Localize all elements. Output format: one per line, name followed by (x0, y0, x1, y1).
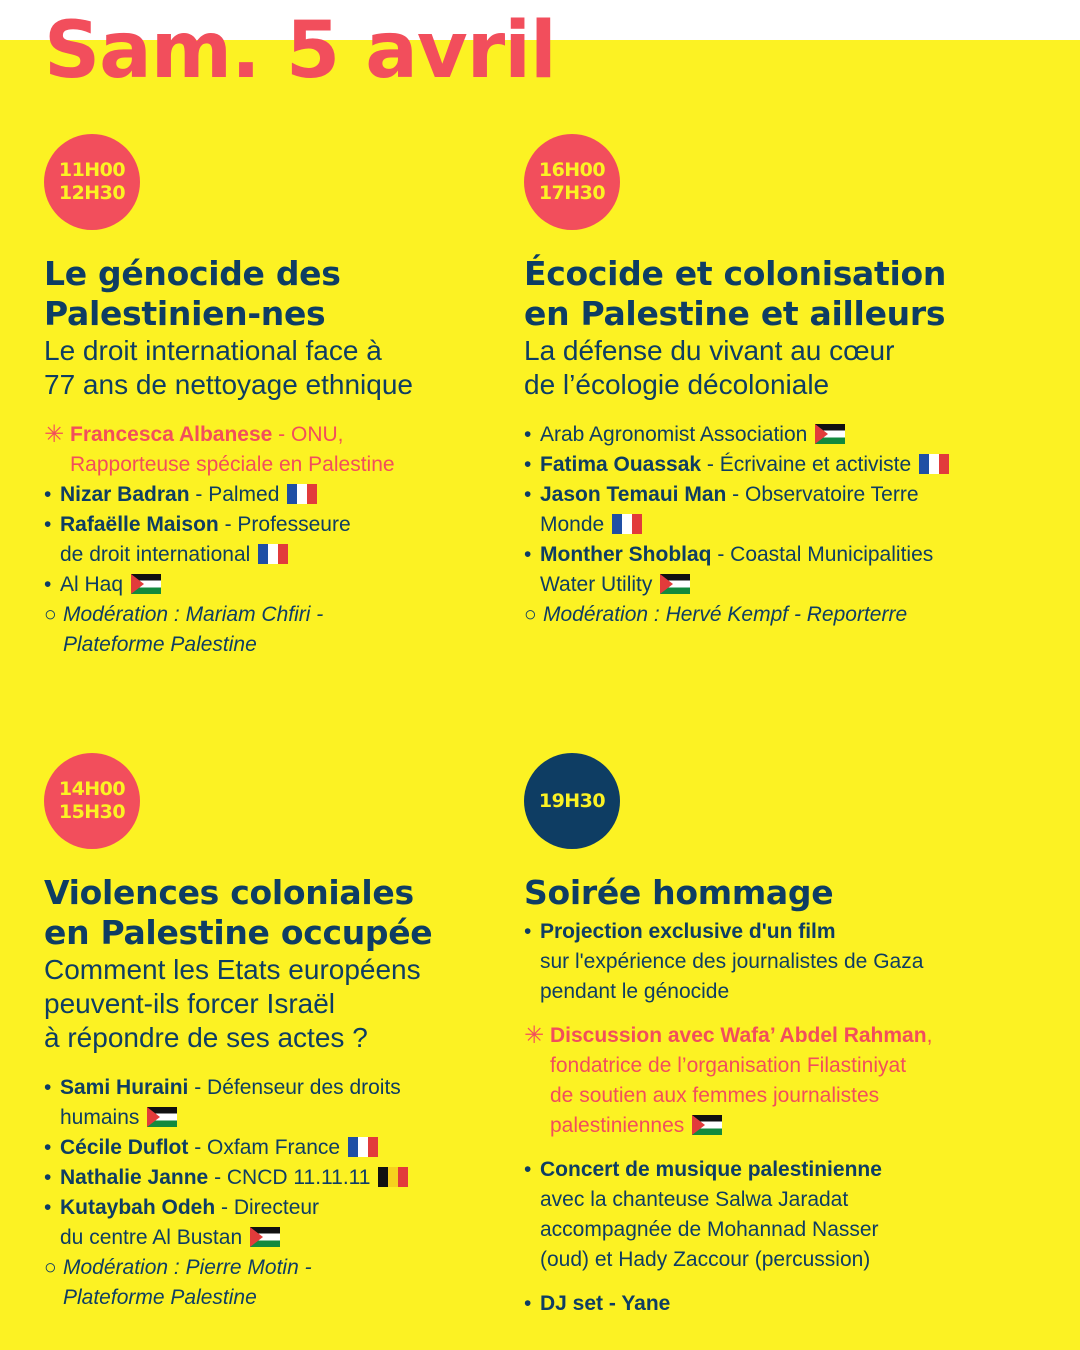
france-flag-icon (612, 514, 642, 534)
speaker-list (44, 420, 544, 660)
moderation-item: ○ Modération : Mariam Chfiri - Plateforme Palestine (44, 600, 544, 660)
speaker-item: • Cécile Duflot - Oxfam France (44, 1133, 544, 1163)
france-flag-icon (287, 484, 317, 504)
asterisk-icon: ✳ (44, 421, 65, 448)
session-subtitle: Comment les Etats européens peuvent-ils forcer Israël à répondre de ses actes ? (44, 954, 421, 1053)
session-subtitle: La défense du vivant au cœur de l’écologie décoloniale (524, 335, 895, 400)
time-start: 11H00 (58, 159, 126, 181)
speaker-item: • Nizar Badran - Palmed (44, 480, 544, 510)
time: 19H30 (538, 789, 606, 812)
bullet-icon: • (44, 1136, 52, 1159)
time-badge (44, 134, 140, 230)
circle-icon: ○ (524, 603, 537, 626)
france-flag-icon (258, 544, 288, 564)
time-start: 14H00 (58, 778, 126, 800)
bullet-icon: • (524, 543, 532, 566)
france-flag-icon (348, 1137, 378, 1157)
speaker-item: ✳ Francesca Albanese - ONU, Rapporteuse spéciale en Palestine (44, 421, 395, 476)
session-title: Le génocide des Palestinien-nes (44, 254, 341, 333)
bullet-icon: • (44, 483, 52, 506)
bullet-icon: • (44, 573, 52, 596)
speaker-item: • Sami Huraini - Défenseur des droits humains (44, 1073, 544, 1133)
speaker-item: • Rafaëlle Maison - Professeure de droit international (44, 510, 544, 570)
asterisk-icon: ✳ (524, 1022, 545, 1049)
time-end: 12H30 (58, 182, 126, 204)
bullet-icon: • (524, 920, 532, 943)
palestine-flag-icon (131, 574, 161, 594)
session-title: Écocide et colonisation en Palestine et ailleurs (524, 254, 947, 333)
program-item: • DJ set - Yane (524, 1289, 1024, 1319)
france-flag-icon (919, 454, 949, 474)
speaker-list (524, 420, 1024, 630)
speaker-item: • Arab Agronomist Association (524, 420, 1024, 450)
speaker-item: • Nathalie Janne - CNCD 11.11.11 (44, 1163, 544, 1193)
bullet-icon: • (44, 1076, 52, 1099)
time-start: 16H00 (538, 159, 606, 181)
page-title: Sam. 5 avril (44, 6, 556, 96)
time-end: 15H30 (58, 801, 126, 823)
session-title: Soirée hommage (524, 873, 834, 912)
time-badge (44, 753, 140, 849)
bullet-icon: • (524, 423, 532, 446)
session-genocide (44, 134, 544, 660)
moderation-item: ○ Modération : Hervé Kempf - Reporterre (524, 600, 1024, 630)
speaker-item: • Al Haq (44, 570, 544, 600)
bullet-icon: • (524, 483, 532, 506)
session-subtitle: Le droit international face à 77 ans de nettoyage ethnique (44, 335, 413, 400)
bullet-icon: • (44, 1196, 52, 1219)
time-badge (524, 134, 620, 230)
circle-icon: ○ (44, 603, 57, 626)
session-title: Violences coloniales en Palestine occupée (44, 873, 433, 952)
session-violences (44, 753, 544, 1313)
program-item: • Concert de musique palestinienne avec la chanteuse Salwa Jaradat accompagnée de Mohannad Nasser (oud) et Hady Zaccour (percussion) (524, 1155, 1024, 1275)
bullet-icon: • (524, 453, 532, 476)
palestine-flag-icon (660, 574, 690, 594)
speaker-item: • Kutaybah Odeh - Directeur du centre Al Bustan (44, 1193, 544, 1253)
bullet-icon: • (524, 1292, 532, 1315)
program-item: • Projection exclusive d'un film sur l'expérience des journalistes de Gaza pendant le génocide (524, 917, 1024, 1007)
bullet-icon: • (44, 513, 52, 536)
time-end: 17H30 (538, 182, 606, 204)
time-badge (524, 753, 620, 849)
bullet-icon: • (44, 1166, 52, 1189)
speaker-item: • Monther Shoblaq - Coastal Municipalities Water Utility (524, 540, 1024, 600)
palestine-flag-icon (815, 424, 845, 444)
speaker-item: • Fatima Ouassak - Écrivaine et activiste (524, 450, 1024, 480)
speaker-list (44, 1073, 544, 1313)
palestine-flag-icon (147, 1107, 177, 1127)
circle-icon: ○ (44, 1256, 57, 1279)
belgium-flag-icon (378, 1167, 408, 1187)
speaker-item: • Jason Temaui Man - Observatoire Terre Monde (524, 480, 1024, 540)
palestine-flag-icon (692, 1115, 722, 1135)
program-list (524, 917, 1024, 1319)
palestine-flag-icon (250, 1227, 280, 1247)
program-item: ✳ Discussion avec Wafa’ Abdel Rahman, fondatrice de l’organisation Filastiniyat de soutien aux femmes journalistes palestiniennes (524, 1022, 933, 1137)
moderation-item: ○ Modération : Pierre Motin - Plateforme Palestine (44, 1253, 544, 1313)
session-ecocide (524, 134, 1024, 630)
session-soiree (524, 753, 1024, 1319)
bullet-icon: • (524, 1158, 532, 1181)
